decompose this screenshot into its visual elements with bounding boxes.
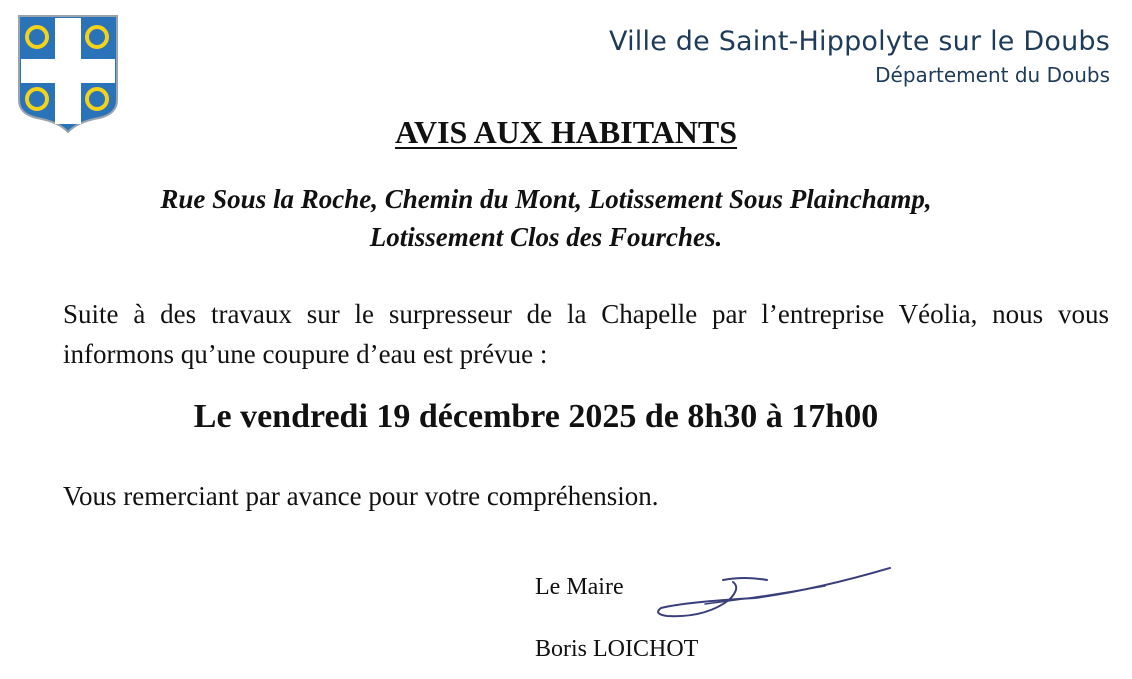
outage-date: Le vendredi 19 décembre 2025 de 8h30 à 17h00 (193, 398, 879, 435)
department-name: Département du Doubs (875, 63, 1110, 87)
notice-title: AVIS AUX HABITANTS (394, 114, 738, 150)
thanks-paragraph: Vous remerciant par avance pour votre compréhension. (63, 481, 659, 511)
letterhead (609, 24, 1110, 90)
signatory-name: Boris LOICHOT (535, 636, 699, 662)
intro-paragraph: Suite à des travaux sur le surpresseur de la Chapelle par l’entreprise Véolia, nous vous informons qu’une coupure d’eau est prévue : (63, 299, 1109, 369)
affected-streets (40, 180, 1052, 256)
town-name: Ville de Saint-Hippolyte sur le Doubs (609, 26, 1110, 57)
streets-line-1: Rue Sous la Roche, Chemin du Mont, Lotissement Sous Plainchamp, (160, 184, 932, 214)
signatory-role: Le Maire (535, 574, 624, 600)
signature-icon (645, 558, 895, 628)
streets-line-2: Lotissement Clos des Fourches. (369, 222, 723, 252)
